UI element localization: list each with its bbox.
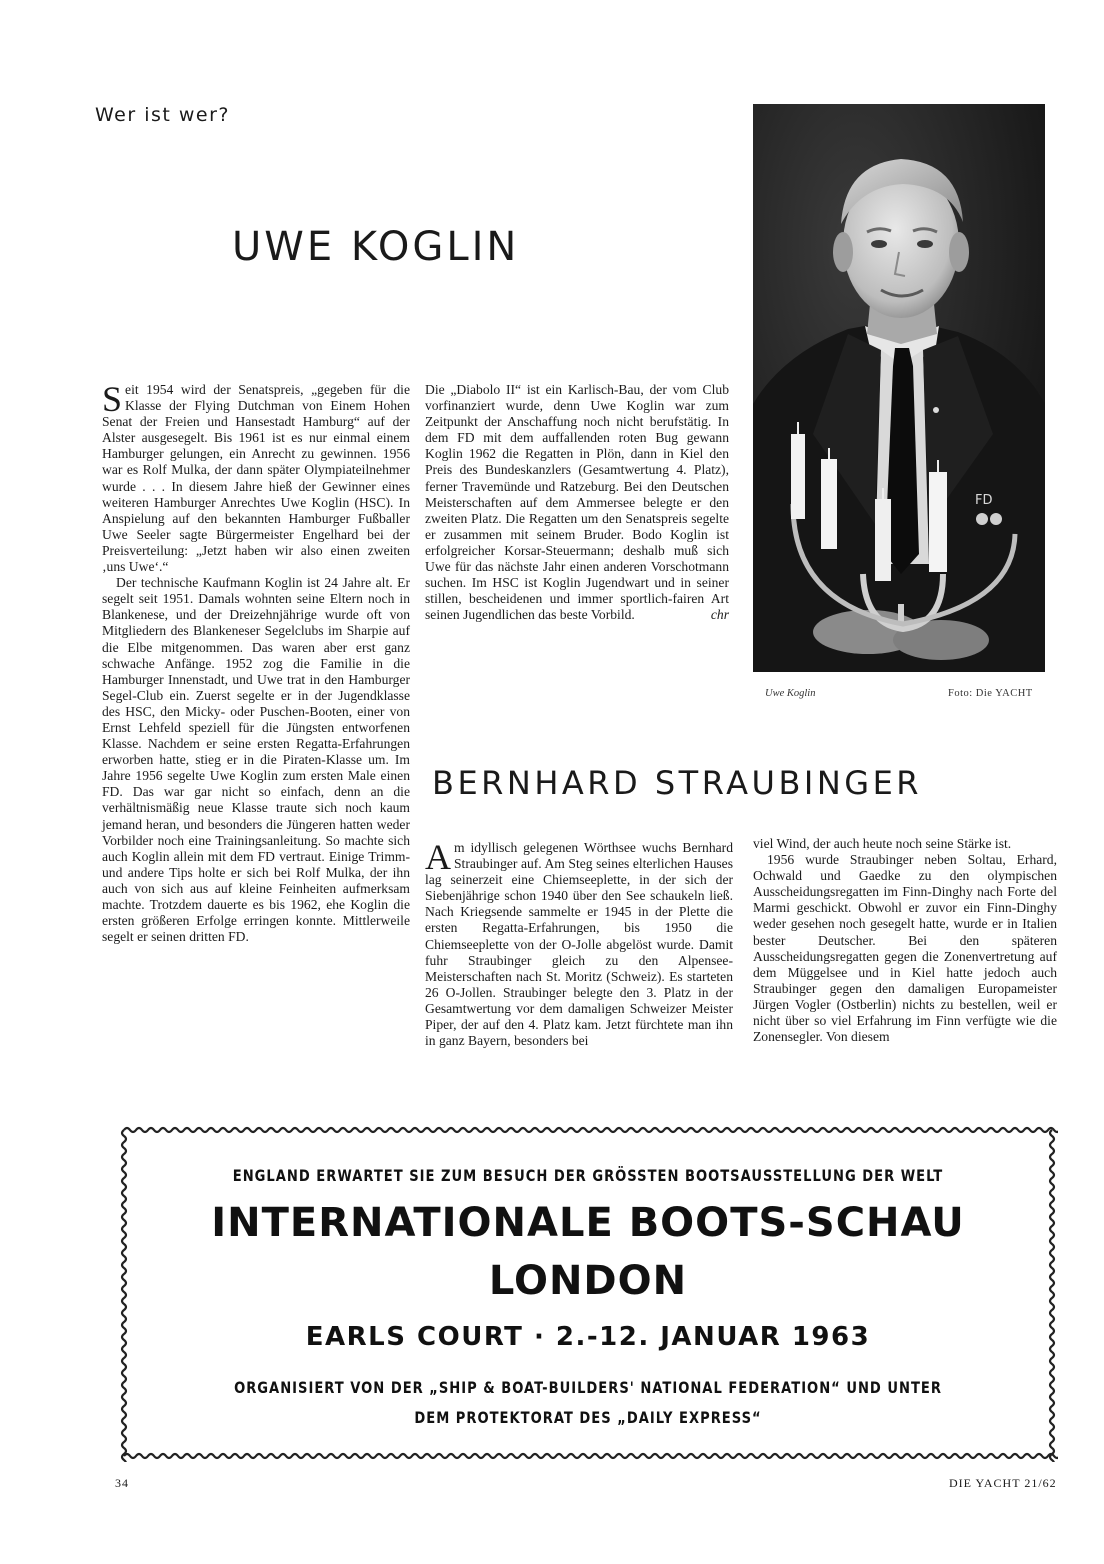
ad-headline: INTERNATIONALE BOOTS-SCHAU [211,1200,965,1246]
article-straubinger-column-2 [753,836,1057,1045]
article-title-straubinger: BERNHARD STRAUBINGER [432,764,923,802]
advertisement-boat-show [118,1124,1058,1462]
article-koglin-column-2 [425,382,729,623]
article-title-koglin: UWE KOGLIN [232,224,520,270]
ad-patronage: DEM PROTEKTORAT DES „DAILY EXPRESS“ [414,1408,762,1427]
publication-info: DIE YACHT 21/62 [949,1476,1057,1490]
author-signature: chr [710,607,729,623]
drop-cap: S [102,379,123,419]
ad-tagline: ENGLAND ERWARTET SIE ZUM BESUCH DER GRÖSSTEN BOOTSAUSSTELLUNG DER WELT [232,1166,944,1185]
paragraph-text: m idyllisch gelegenen Wörthsee wuchs Bernhard Straubinger auf. Am Steg seines elterlichen Hauses lag seinerzeit eine Chiemseeplette, in der sich der Siebenjährige schon 1940 über den See schaukeln ließ. Nach Kriegsende sammelte er 1945 in der Plette die ersten Regatta-Erfahrungen, bis 1950 die Chiemseeplette von der O-Jolle abgelöst wurde. Damit fuhr Straubinger gleich zu den Alpensee-Meisterschaften nach St. Moritz (Schweiz). Es starteten 26 O-Jollen. Straubinger belegte den 3. Platz in der Gesamtwertung vor dem damaligen Schweizer Meister Piper, der auf den 4. Platz kam. Jetzt fürchtete man ihn in ganz Bayern, besonders bei [425,840,733,1049]
paragraph: viel Wind, der auch heute noch seine Stärke ist. [753,836,1012,851]
page-number: 34 [115,1476,129,1490]
ad-border-segment [124,1454,1058,1458]
paragraph [425,382,729,623]
article-straubinger-column-1 [425,837,733,1049]
drop-cap: A [425,837,451,877]
paragraph: Der technische Kaufmann Koglin ist 24 Jahre alt. Er segelt seit 1951. Damals wohnten seine Eltern noch in Blankenese, und der Dreizehnjährige wurde oft von Mitgliedern des Blankeneser Segelclubs im Sharpie auf die Elbe mitgenommen. Das waren aber erst ganz schwache Anfänge. 1952 zog die Familie in die Hamburger Innenstadt, und Uwe trat in den Hamburger Segel-Club ein. Zuerst segelte er in der Jugendklasse des HSC, den Micky- oder Puschen-Booten, einer von Ernst Lehfeld speziell für die Jüngsten entworfenen Klasse. Nachdem er seine ersten Regatta-Erfahrungen erworben hatte, stieg er in die Piraten-Klasse um. Im Jahre 1956 segelte Uwe Koglin zum ersten Male einen FD. Das war gar nicht so einfach, denn an die verhältnismäßig neue Klasse traute sich noch kaum jemand heran, und besonders die Jüngeren hatten weder Vorbilder noch eine Trainingsanleitung. So machte sich auch Koglin allein mit dem FD vertraut. Einige Trimm- und andere Tips holte er sich bei Rolf Mulka, der ihn auch von sich aus auf kleine Feinheiten aufmerksam machte. Trotzdem dauerte es bis 1962, ehe Koglin die ersten größeren Erfolge erringen konnte. Mittlerweile segelt er seinen dritten FD. [102,575,410,945]
ad-city: LONDON [488,1258,688,1304]
portrait-illustration [753,104,1045,672]
paragraph [102,379,410,575]
section-kicker: Wer ist wer? [95,104,231,126]
paragraph: 1956 wurde Straubinger neben Soltau, Erhard, Ochwald und Gaedke zu den olympischen Ausscheidungsregatten im Finn-Dinghy nach Forte del Marmi geschickt. Obwohl er zuvor ein Finn-Dinghy weder gesehen noch gesegelt hatte, wurde er in Italien bester Deutscher. Bei den späteren Ausscheidungsregatten gegen die Zonenvertretung auf dem Müggelsee und in Kiel hatte jedoch auch Straubinger gegen den damaligen Europameister Jürgen Vogler (Ostberlin) nichts zu bestellen, weil er nicht über so viel Erfahrung im Finn verfügte wie die Zonensegler. Von diesem [753,852,1057,1045]
jacket-patch-text: FD [975,493,993,508]
ad-organizer: ORGANISIERT VON DER „SHIP & BOAT-BUILDERS' NATIONAL FEDERATION“ UND UNTER [234,1378,942,1397]
paragraph-text: Die „Diabolo II“ ist ein Karlisch-Bau, der vom Club vorfinanziert wurde, denn Uwe Koglin war zum Zeitpunkt der Anschaffung noch nicht berufstätig. In dem FD mit dem auffallenden roten Bug gewann Koglin 1962 die Regatten in Plön, dann in Kiel den Preis des Bundeskanzlers (Gesamtwertung 4. Platz), ferner Travemünde und Ratzeburg. Bei den Deutschen Meisterschaften auf dem Ammersee belegte er den zweiten Platz. Die Regatten um den Senatspreis segelte er zusammen mit seinem Bruder. Bodo Koglin ist erfolgreicher Korsar-Steuermann; deshalb muß sich Uwe für das nächste Jahr einen anderen Vorschotmann suchen. Im HSC ist Koglin Jugendwart und in seiner stillen, bescheidenen und immer sportlich-fairen Art seinen Jugendlichen das beste Vorbild. [425,382,729,623]
ad-border-segment [124,1128,1058,1132]
paragraph-text: eit 1954 wird der Senatspreis, „gegeben für die Klasse der Flying Dutchman von Einem Hohen Senat der Freien und Hansestadt Hamburg“ auf der Alster ausgesegelt. Bis 1961 ist es nur einmal einem Hamburger gelungen, ein Anrecht zu gewinnen. 1956 war es Rolf Mulka, der dann später Olympiateilnehmer wurde . . . In diesem Jahre hieß der Gewinner eines weiteren Hamburger Anrechtes Uwe Koglin (HSC). In Anspielung auf den bekannten Hamburger Fußballer Uwe Seeler sagte Bürgermeister Engelhard bei der Preisverteilung: „Jetzt haben wir also einen zweiten ‚uns Uwe‘.“ [102,382,410,575]
ad-venue-date: EARLS COURT · 2.-12. JANUAR 1963 [305,1322,871,1352]
photo-caption: Uwe Koglin [765,688,816,699]
article-koglin-column-1 [102,379,410,945]
portrait-photo [753,104,1045,672]
photo-credit: Foto: Die YACHT [948,688,1033,699]
paragraph [425,837,733,1049]
